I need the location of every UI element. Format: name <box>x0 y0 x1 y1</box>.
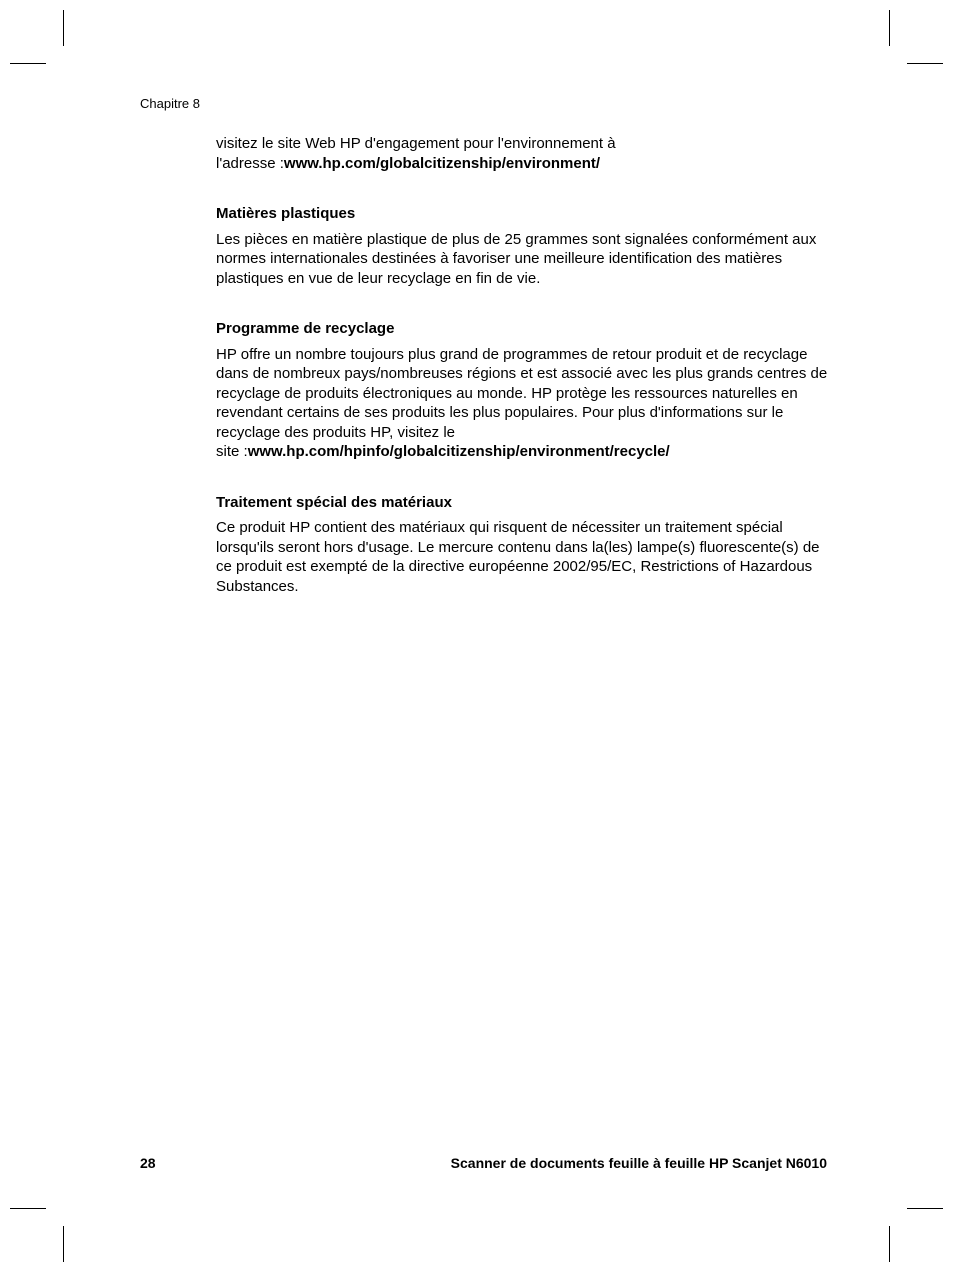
product-title: Scanner de documents feuille à feuille HP Scanjet N6010 <box>450 1155 827 1171</box>
crop-mark <box>63 1226 64 1262</box>
page-content <box>216 134 836 596</box>
crop-mark <box>907 63 943 64</box>
recycling-url-prefix: site : <box>216 443 248 460</box>
crop-mark <box>907 1208 943 1209</box>
section-heading-plastics: Matières plastiques <box>216 205 356 222</box>
recycle-url: www.hp.com/hpinfo/globalcitizenship/environment/recycle/ <box>247 443 670 460</box>
page-number: 28 <box>140 1155 156 1171</box>
section-body-recycling <box>216 345 836 462</box>
section-heading-recycling: Programme de recyclage <box>216 320 395 337</box>
section-body-special-treatment: Ce produit HP contient des matériaux qui risquent de nécessiter un traitement spécial lorsqu'ils seront hors d'usage. Le mercure contenu dans la(les) lampe(s) fluorescente(s) de ce produit est exempté de la directive européenne 2002/95/EC, Restrictions of Hazardous Substances. <box>216 519 820 595</box>
intro-paragraph <box>216 134 836 173</box>
crop-mark <box>889 1226 890 1262</box>
intro-line2-prefix: l'adresse : <box>216 154 284 172</box>
section-heading-special-treatment: Traitement spécial des matériaux <box>216 493 452 511</box>
environment-url: www.hp.com/globalcitizenship/environment/ <box>283 154 601 172</box>
chapter-label: Chapitre 8 <box>140 96 200 111</box>
intro-line1: visitez le site Web HP d'engagement pour l'environnement à <box>216 135 616 152</box>
crop-mark <box>889 10 890 46</box>
crop-mark <box>10 63 46 64</box>
section-body-plastics: Les pièces en matière plastique de plus de 25 grammes sont signalées conformément aux normes internationales destinées à favoriser une meilleure identification des matières plastiques en vue de leur recyclage en fin de vie. <box>216 230 817 287</box>
recycling-text: HP offre un nombre toujours plus grand de programmes de retour produit et de recyclage dans de nombreux pays/nombreuses régions et est associé avec les plus grands centres de recyclage de produits électroniques au monde. HP protège les ressources naturelles en revendant certains de ses produits les plus populaires. Pour plus d'informations sur le recyclage des produits HP, visitez le <box>216 345 828 441</box>
crop-mark <box>10 1208 46 1209</box>
crop-mark <box>63 10 64 46</box>
